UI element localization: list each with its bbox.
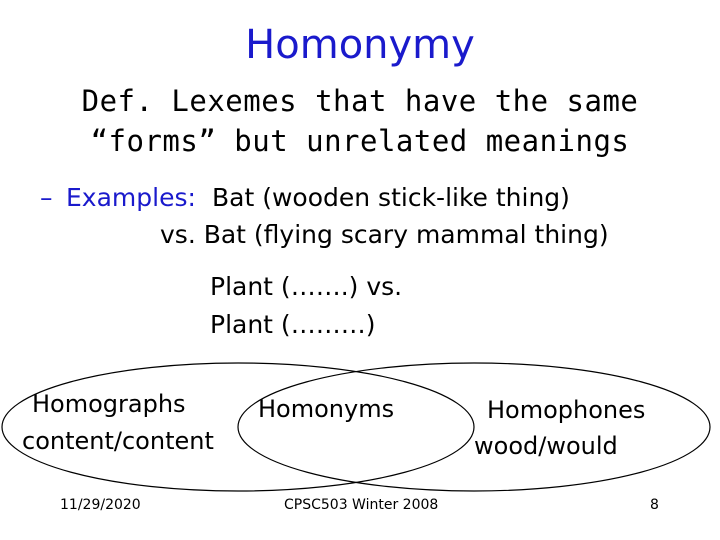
example-line-4: Plant (………) <box>210 310 376 339</box>
slide-title: Homonymy <box>245 22 475 68</box>
homophones-label: Homophones <box>487 396 646 424</box>
examples-label: Examples: <box>66 183 196 212</box>
footer-page-number: 8 <box>650 497 659 513</box>
homographs-label: Homographs <box>32 390 186 418</box>
homonyms-label: Homonyms <box>258 395 395 423</box>
footer-date: 11/29/2020 <box>60 497 141 513</box>
footer-course: CPSC503 Winter 2008 <box>284 497 439 513</box>
examples-bullet: – <box>40 183 53 212</box>
example-line-3: Plant (…….) vs. <box>210 272 403 301</box>
homophones-example: wood/would <box>474 432 618 460</box>
example-line-2: vs. Bat (flying scary mammal thing) <box>160 220 609 249</box>
definition-line-2: “forms” but unrelated meanings <box>90 124 630 158</box>
example-line-1: Bat (wooden stick-like thing) <box>212 183 570 212</box>
definition-line-1: Def. Lexemes that have the same <box>81 84 639 118</box>
homographs-example: content/content <box>22 427 214 455</box>
